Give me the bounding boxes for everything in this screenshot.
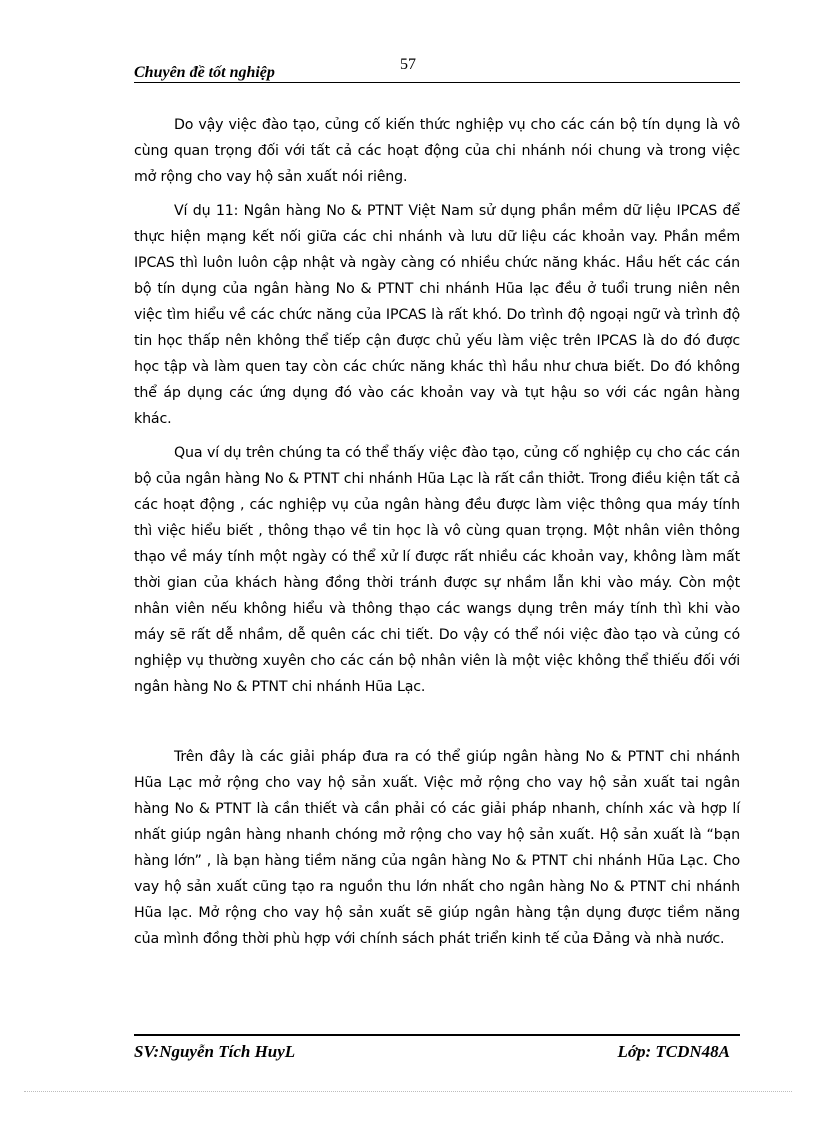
paragraph-example-11: Ví dụ 11: Ngân hàng No & PTNT Việt Nam sử dụng phần mềm dữ liệu IPCAS để thực hiện mạng kết nối giữa các chi nhánh và lưu dữ liệu các khoản vay. Phần mềm IPCAS thì luôn luôn cập nhật và ngày càng có nhiều chức năng khác. Hầu hết các cán bộ tín dụng của ngân hàng No & PTNT chi nhánh Hũa lạc đều ở tuổi trung niên nên việc tìm hiểu về các chức năng của IPCAS là rất khó. Do trình độ ngoại ngữ và trình độ tin học thấp nên không thể tiếp cận được chủ yếu làm việc trên IPCAS là do đó được học tập và làm quen tay còn các chức năng khác thì hầu như chưa biết. Do đó không thể áp dụng các ứng dụng đó vào các khoản vay và tụt hậu so với các ngân hàng khác. (134, 203, 740, 427)
paragraph-solutions-summary: Trên đây là các giải pháp đưa ra có thể giúp ngân hàng No & PTNT chi nhánh Hũa Lạc mở rộng cho vay hộ sản xuất. Việc mở rộng cho vay hộ sản xuất tai ngân hàng No & PTNT là cần thiết và cần phải có các giải pháp nhanh, chính xác và hợp lí nhất giúp ngân hàng nhanh chóng mở rộng cho vay hộ sản xuất. Hộ sản xuất là “bạn hàng lớn” , là bạn hàng tiềm năng của ngân hàng No & PTNT chi nhánh Hũa Lạc. Cho vay hộ sản xuất cũng tạo ra nguồn thu lớn nhất cho ngân hàng No & PTNT chi nhánh Hũa lạc. Mở rộng cho vay hộ sản xuất sẽ giúp ngân hàng tận dụng được tiềm năng của mình đồng thời phù hợp với chính sách phát triển kinh tế của Đảng và nhà nước. (134, 749, 740, 947)
header-divider (134, 82, 740, 83)
page-number: 57 (400, 56, 416, 73)
page-break-line (24, 1091, 792, 1092)
document-body (134, 112, 740, 960)
paragraph-training-importance: Do vậy việc đào tạo, củng cố kiến thức nghiệp vụ cho các cán bộ tín dụng là vô cùng quan trọng đối với tất cả các hoạt động của chi nhánh nói chung và trong việc mở rộng cho vay hộ sản xuất nói riêng. (134, 117, 740, 185)
document-header-title: Chuyên đề tốt nghiệp (134, 64, 275, 81)
footer-student-name: SV:Nguyễn Tích HuyL (134, 1042, 296, 1061)
paragraph-example-conclusion: Qua ví dụ trên chúng ta có thể thấy việc đào tạo, củng cố nghiệp cụ cho các cán bộ của ngân hàng No & PTNT chi nhánh Hũa Lạc là rất cần thiởt. Trong điều kiện tất cả các hoạt động , các nghiệp vụ của ngân hàng đều được làm việc thông qua máy tính thì việc hiểu biết , thông thạo về tin học là vô cùng quan trọng. Một nhân viên thông thạo về máy tính một ngày có thể xử lí được rất nhiều các khoản vay, không làm mất thời gian của khách hàng đồng thời tránh được sự nhầm lẫn khi vào máy. Còn một nhân viên nếu không hiểu và thông thạo các wangs dụng trên máy tính thì khi vào máy sẽ rất dễ nhầm, dễ quên các chi tiết. Do vậy có thể nói việc đào tạo và củng có nghiệp vụ thường xuyên cho các cán bộ nhân viên là một việc không thể thiếu đối với ngân hàng No & PTNT chi nhánh Hũa Lạc. (134, 445, 740, 695)
footer-divider (134, 1034, 740, 1036)
footer-class: Lớp: TCDN48A (617, 1042, 730, 1061)
